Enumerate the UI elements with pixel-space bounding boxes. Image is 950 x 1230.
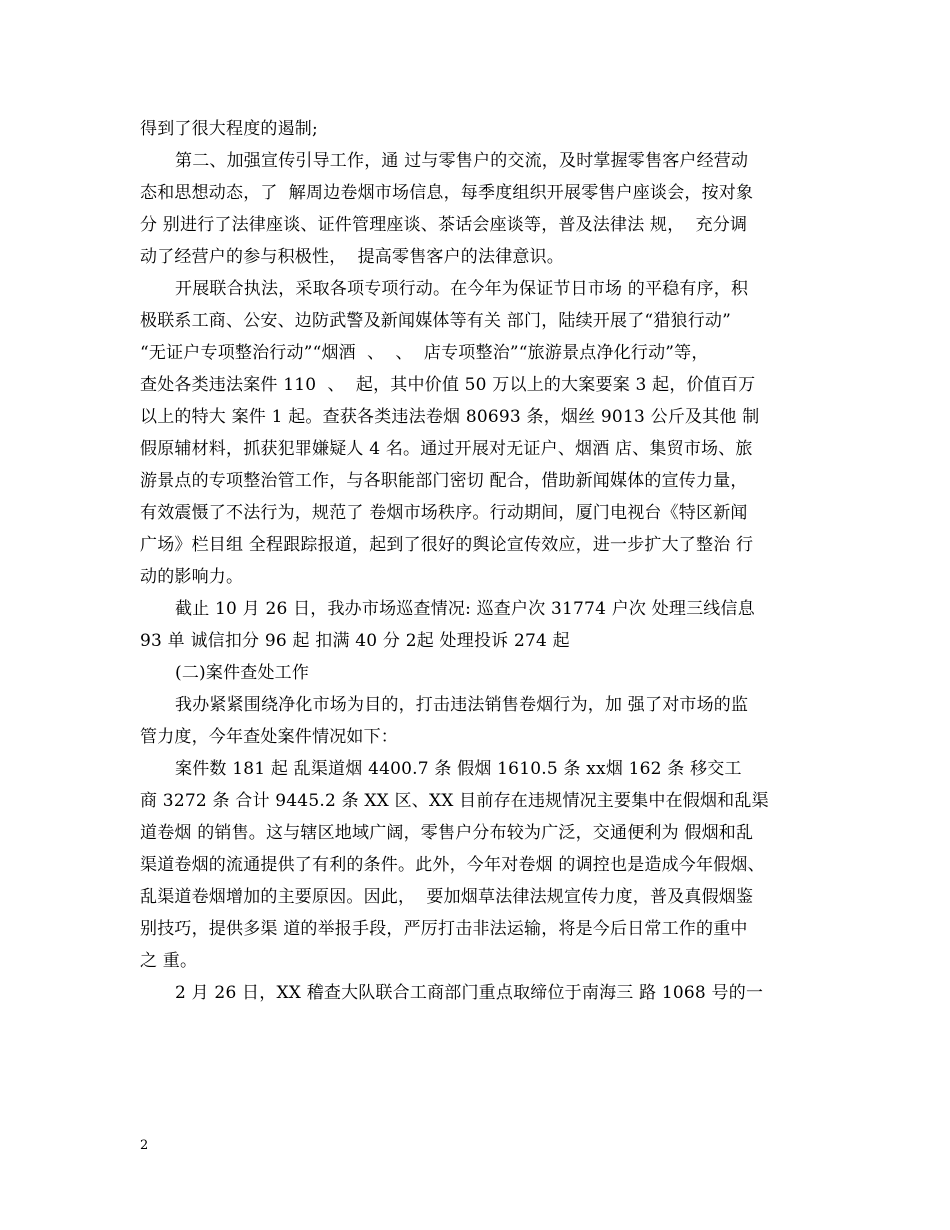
text-line: 态和思想动态，了 解周边卷烟市场信息，每季度组织开展零售户座谈会，按对象 [140, 183, 754, 203]
text-line: 以上的特大 案件 1 起。查获各类违法卷烟 80693 条，烟丝 9013 公斤及其他 制 [140, 407, 760, 427]
text-line: “无证户专项整治行动”“烟酒 、 、 店专项整治”“旅游景点净化行动”等， [140, 343, 709, 363]
text-line: 极联系工商、公安、边防武警及新闻媒体等有关 部门，陆续开展了“猎狼行动” [140, 311, 731, 331]
text-line: 查处各类违法案件 110 、 起，其中价值 50 万以上的大案要案 3 起，价值百万 [140, 375, 756, 395]
text-line: 游景点的专项整治管工作，与各职能部门密切 配合，借助新闻媒体的宣传力量， [140, 471, 748, 491]
text-line: 开展联合执法，采取各项专项行动。在今年为保证节日市场 的平稳有序，积 [175, 279, 749, 299]
text-line: 管力度，今年查处案件情况如下： [140, 727, 398, 747]
text-line: 渠道卷烟的流通提供了有利的条件。此外，今年对卷烟 的调控也是造成今年假烟、 [140, 855, 765, 875]
text-line: (二)案件查处工作 [175, 663, 310, 683]
text-line: 别技巧，提供多渠 道的举报手段，严厉打击非法运输，将是今后日常工作的重中 [140, 919, 748, 939]
text-line: 案件数 181 起 乱渠道烟 4400.7 条 假烟 1610.5 条 xx烟 162 条 移交工 [175, 759, 742, 779]
text-line: 截止 10 月 26 日，我办市场巡查情况: 巡查户次 31774 户次 处理三线信息 [175, 599, 755, 619]
text-line: 有效震慑了不法行为，规范了 卷烟市场秩序。行动期间，厦门电视台《特区新闻 [140, 503, 748, 523]
text-line: 乱渠道卷烟增加的主要原因。因此， 要加烟草法律法规宣传力度，普及真假烟鉴 [140, 887, 754, 907]
text-line: 假原辅材料，抓获犯罪嫌疑人 4 名。通过开展对无证户、烟酒 店、集贸市场、旅 [140, 439, 753, 459]
text-line: 商 3272 条 合计 9445.2 条 XX 区、XX 目前存在违规情况主要集中在假烟和乱渠 [140, 791, 769, 811]
text-line: 93 单 诚信扣分 96 起 扣满 40 分 2起 处理投诉 274 起 [140, 631, 570, 651]
page-number: 2 [140, 1138, 149, 1153]
text-line: 动的影响力。 [140, 567, 244, 587]
text-line: 动了经营户的参与积极性， 提高零售客户的法律意识。 [140, 247, 565, 267]
text-line: 之 重。 [140, 951, 198, 971]
text-line: 广场》栏目组 全程跟踪报道，起到了很好的舆论宣传效应，进一步扩大了整治 行 [140, 535, 754, 555]
text-line: 分 别进行了法律座谈、证件管理座谈、茶话会座谈等，普及法律法 规， 充分调 [140, 215, 748, 235]
text-line: 得到了很大程度的遏制; [140, 119, 318, 139]
text-line: 第二、加强宣传引导工作，通 过与零售户的交流，及时掌握零售客户经营动 [175, 151, 749, 171]
text-line: 2 月 26 日，XX 稽查大队联合工商部门重点取缔位于南海三 路 1068 号的一 [175, 983, 764, 1003]
text-line: 道卷烟 的销售。这与辖区地域广阔，零售户分布较为广泛，交通便利为 假烟和乱 [140, 823, 754, 843]
text-line: 我办紧紧围绕净化市场为目的，打击违法销售卷烟行为，加 强了对市场的监 [175, 695, 749, 715]
document-body [140, 113, 820, 1009]
